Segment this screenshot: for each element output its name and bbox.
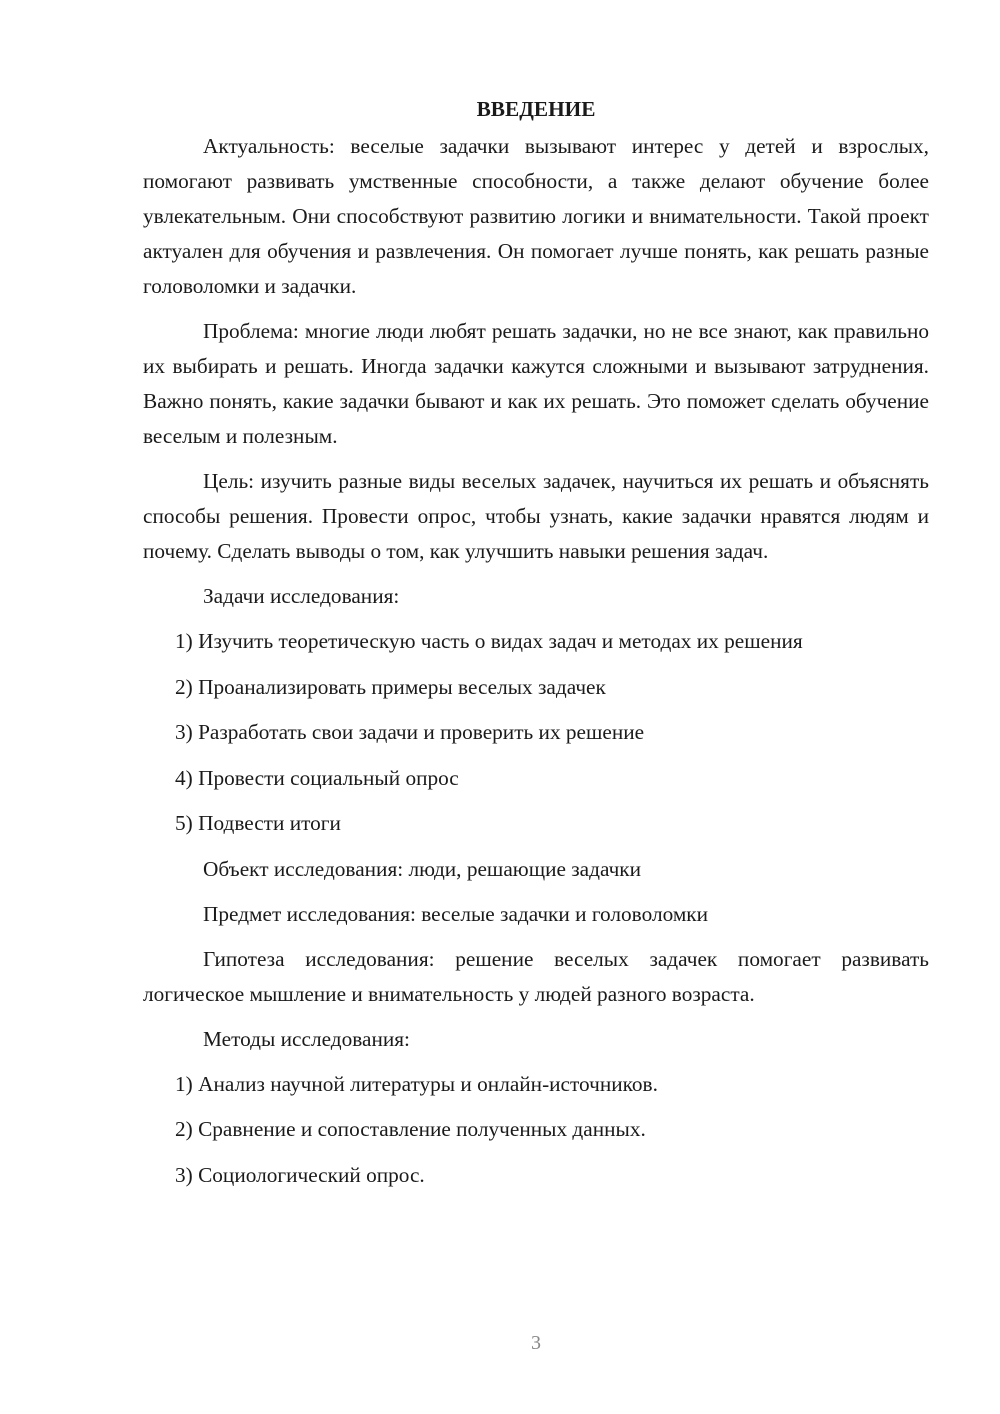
tasks-label: Задачи исследования:	[203, 584, 400, 608]
methods-list	[143, 1067, 929, 1193]
goal-paragraph: Цель: изучить разные виды веселых задачек, научиться их решать и объяснять способы решения. Провести опрос, чтобы узнать, какие задачки нравятся людям и почему. Сделать выводы о том, как улучшить навыки решения задач.	[143, 469, 929, 563]
list-item: 3) Разработать свои задачи и проверить их решение	[175, 720, 645, 744]
list-item: 5) Подвести итоги	[175, 811, 341, 835]
object-line: Объект исследования: люди, решающие задачки	[203, 856, 642, 881]
tasks-list	[143, 624, 929, 841]
list-item: 3) Социологический опрос.	[175, 1162, 425, 1187]
list-item: 1) Изучить теоретическую часть о видах задач и методах их решения	[175, 629, 803, 653]
hypothesis-paragraph: Гипотеза исследования: решение веселых задачек помогает развивать логическое мышление и внимательность у людей разного возраста.	[143, 946, 929, 1006]
methods-label: Методы исследования:	[203, 1026, 410, 1051]
list-item: 2) Проанализировать примеры веселых задачек	[175, 674, 606, 699]
problem-paragraph: Проблема: многие люди любят решать задачки, но не все знают, как правильно их выбирать и решать. Иногда задачки кажутся сложными и вызывают затруднения. Важно понять, какие задачки бывают и как их решать. Это поможет сделать обучение веселым и полезным.	[143, 319, 929, 448]
relevance-paragraph: Актуальность: веселые задачки вызывают интерес у детей и взрослых, помогают развивать умственные способности, а также делают обучение более увлекательным. Они способствуют развитию логики и внимательности. Такой проект актуален для обучения и развлечения. Он помогает лучше понять, как решать разные головоломки и задачки.	[143, 134, 929, 298]
list-item: 1) Анализ научной литературы и онлайн-источников.	[175, 1071, 658, 1096]
page-number: 3	[531, 1332, 541, 1354]
list-item: 2) Сравнение и сопоставление полученных данных.	[175, 1117, 646, 1141]
list-item: 4) Провести социальный опрос	[175, 765, 459, 790]
document-page	[143, 92, 929, 1203]
section-heading: ВВЕДЕНИЕ	[476, 97, 596, 121]
subject-line: Предмет исследования: веселые задачки и головоломки	[203, 901, 709, 926]
